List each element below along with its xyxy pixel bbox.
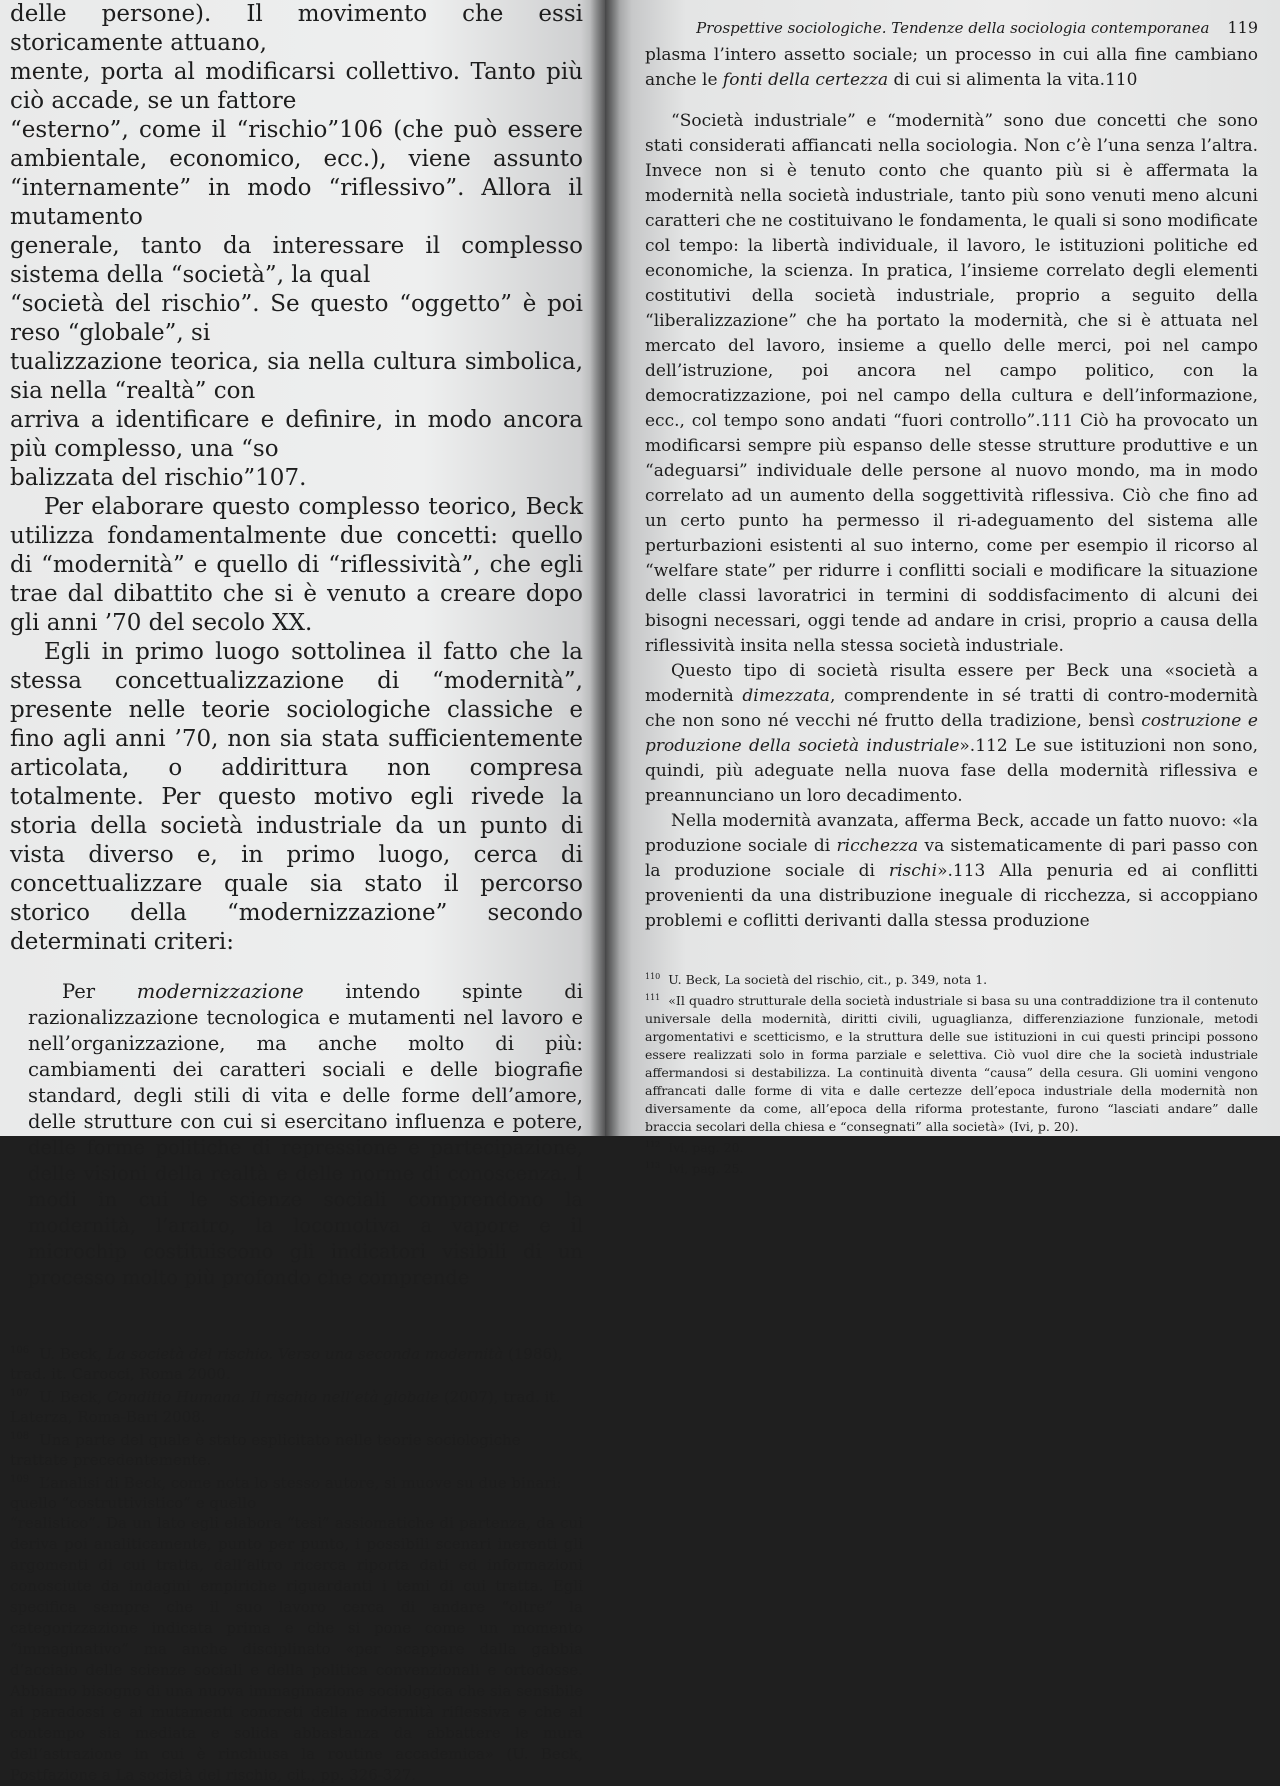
running-head (645, 18, 1258, 37)
right-body-text (645, 43, 1258, 934)
quote-italic: modernizzazione (136, 980, 304, 1003)
page-number: 119 (1227, 18, 1258, 37)
quote-rest: intendo spinte di razionalizzazione tecnologica e mutamenti nel lavoro e nell’organizzazione, ma anche molto di più: cambiamenti dei caratteri sociali e delle biografie standard, degli stili di vita e delle forme dell’amore, delle strutture con cui si esercitano influenza e potere, delle forme politiche di repressione e partecipazione, delle visioni della realtà e delle norme di conoscenza. I modi in cui le scienze sociali comprendono la modernità, l’aratro, la locomotiva a vapore e il microchip costituiscono gli indicatori visibili di un processo molto più profondo che comprende (28, 980, 584, 1289)
footnote-107: $^{107}$ U. Beck, Conditio Humana. Il rischio nell’età globale (2007), trad. it. Laterza, Roma-Bari 2008. (10, 1388, 561, 1426)
footnote-112: $^{112}$ Ivi, pag. 20. (645, 1140, 744, 1156)
left-footnotes (10, 1341, 583, 1786)
paragraph: Questo tipo di società risulta essere per Beck una «società a modernità dimezzata, comprendente in sé tratti di contro-modernità che non sono né vecchi né frutto della tradizione, bensì costruzione e produzione della società industriale».112 Le sue istituzioni non sono, quindi, più adeguate nella nuova fase della modernità riflessiva e preannunciano un loro decadimento. (645, 661, 1258, 806)
running-head-title: Prospettive sociologiche. Tendenze della sociologia contemporanea (696, 19, 1210, 37)
body-line: delle persone). Il movimento che essi storicamente attuano, (10, 1, 583, 56)
body-line: “esterno”, come il “rischio”106 (che può essere ambientale, economico, ecc.), viene assunto “internamente” in modo “riflessivo”. Allora il mutamento (10, 117, 583, 230)
footnote-108: $^{108}$ Una parte del quale è stato esplicitato nelle teorie sociologiche trattate precedentemente. (10, 1431, 521, 1469)
left-body-text (10, 0, 583, 957)
right-footnotes (645, 968, 1258, 1179)
paragraph: “Società industriale” e “modernità” sono due concetti che sono stati considerati affiancati nella sociologia. Non c’è l’una senza l’altra. Invece non si è tenuto conto che quanto più si è affermata la modernità nella società industriale, tanto più sono venuti meno alcuni caratteri che ne costituivano le fondamenta, le quali si sono modificate col tempo: la libertà individuale, il lavoro, le istituzioni politiche ed economiche, la scienza. In pratica, l’insieme correlato degli elementi costitutivi della società industriale, proprio a seguito della “liberalizzazione” che ha portato la modernità, che si è attuata nel mercato del lavoro, insieme a quello delle merci, poi nel campo dell’istruzione, poi ancora nel campo politico, con la democratizzazione, poi nel campo della cultura e dell’informazione, ecc., col tempo sono andati “fuori controllo”.111 Ciò ha provocato un modificarsi sempre più espanso delle stesse strutture produttive e un “adeguarsi” individuale delle persone al nuovo mondo, ma in modo correlato ad un aumento della soggettività riflessiva. Ciò che fino ad un certo punto ha permesso il ri-adeguamento del sistema alle perturbazioni esistenti al suo interno, come per esempio il ricorso al “welfare state” per ridurre i conflitti sociali e modificare la situazione delle classi lavoratrici in termini di soddisfacimento di alcuni dei bisogni necessari, oggi tende ad andare in crisi, proprio a causa della riflessività insita nella stessa società industriale. (645, 111, 1258, 656)
body-line: mente, porta al modificarsi collettivo. Tanto più ciò accade, se un fattore (10, 59, 583, 114)
footnote-106: $^{106}$ U. Beck, La società del rischio. Verso una seconda modernità (1986), trad. it. Carocci, Roma 2000. (10, 1345, 563, 1383)
paragraph: Nella modernità avanzata, afferma Beck, accade un fatto nuovo: «la produzione sociale di ricchezza va sistematicamente di pari passo con la produzione sociale di rischi».113 Alla penuria ed ai conflitti provenienti da una distribuzione ineguale di ricchezza, si accoppiano problemi e coflitti derivanti dalla stessa produzione (645, 811, 1259, 931)
body-line: generale, tanto da interessare il complesso sistema della “società”, la qual (10, 233, 583, 288)
footnote-113: $^{113}$ Ivi, pag. 25. (645, 1161, 744, 1177)
body-line: arriva a identificare e definire, in modo ancora più complesso, una “so (10, 407, 583, 462)
right-page (605, 0, 1280, 1177)
footnote-109: $^{109}$ L’analisi di Beck, come nota lo stesso autore, si muove su due binari: quello “costruttivistico” e quello (10, 1474, 562, 1512)
paragraph: Egli in primo luogo sottolinea il fatto che la stessa concettualizzazione di “modernità”, presente nelle teorie sociologiche classiche e fino agli anni ’70, non sia stata sufficientemente articolata, o addirittura non compresa totalmente. Per questo motivo egli rivede la storia della società industriale da un punto di vista diverso e, in primo luogo, cerca di concettualizzare quale sia stato il percorso storico della “modernizzazione” secondo determinati criteri: (10, 639, 583, 955)
footnote-111: $^{111}$ «Il quadro strutturale della società industriale si basa su una contraddizione tra il contenuto universale della modernità, diritti civili, uguaglianza, differenziazione funzionale, metodi argomentativi e scetticismo, e la struttura delle sue istituzioni in cui questi principi possono essere realizzati solo in forma parziale e selettiva. Ciò vuol dire che la società industriale affermandosi si destabilizza. La continuità diventa “causa” della cesura. Gli uomini vengono affrancati dalle forme di vita e dalle certezze dell’epoca industriale della modernità non diversamente da come, all’epoca della riforma protestante, furono “lasciati andare” dalle braccia secolari della chiesa e “consegnati” alla società» (Ivi, p. 20). (645, 993, 1258, 1135)
body-line: “società del rischio”. Se questo “oggetto” è poi reso “globale”, si (10, 291, 583, 346)
paragraph: Per elaborare questo complesso teorico, Beck utilizza fondamentalmente due concetti: quello di “modernità” e quello di “riflessività”, che egli trae dal dibattito che si è venuto a creare dopo gli anni ’70 del secolo XX. (10, 494, 583, 636)
paragraph: plasma l’intero assetto sociale; un processo in cui alla fine cambiano anche le fonti della certezza di cui si alimenta la vita.110 (645, 45, 1258, 90)
body-line: balizzata del rischio”107. (10, 465, 307, 491)
footnote-110: $^{110}$ U. Beck, La società del rischio, cit., p. 349, nota 1. (645, 972, 988, 988)
quote-paragraph (28, 979, 583, 1291)
quote-intro: Per (62, 980, 96, 1003)
footnote-109-continuation: “realistico”. Da un lato egli elabora “tesi” assiomatiche di partenza, da cui deriva poi analiticamente, punto per punto, i possibili scenari inerenti gli argomenti di cui tratta, dall’altro ricerca riporta dati ed informazioni conosciute da indagini empiriche riguardanti i temi di cui tratta. Egli specifica sempre che il suo lavoro cerca di andare “oltre” la categorizzazione indicata prima e che si pone come un momento “immaginativo” ma anche disciplinato «per scappare dalla gabbia d’acciaio delle scienze sociali e della politica convenzionali e ortodosse. Abbiamo bisogno di una nuova immaginazione sociologica che sia sensibile ai paradossi e ai mutamenti concreti della modernità riflessiva e che al contempo sia mediata e solida abbastanza da abbattere le mura dell’astrazione in cui è rinchiusa la routine accademica» (U. Beck, Postfazione a La società del rischio, cit., pp. 326-327. (10, 1514, 583, 1784)
block-quote (10, 979, 583, 1291)
book-gutter-shadow (590, 0, 620, 1136)
body-line: tualizzazione teorica, sia nella cultura simbolica, sia nella “realtà” con (10, 349, 583, 404)
left-page (0, 0, 605, 1784)
